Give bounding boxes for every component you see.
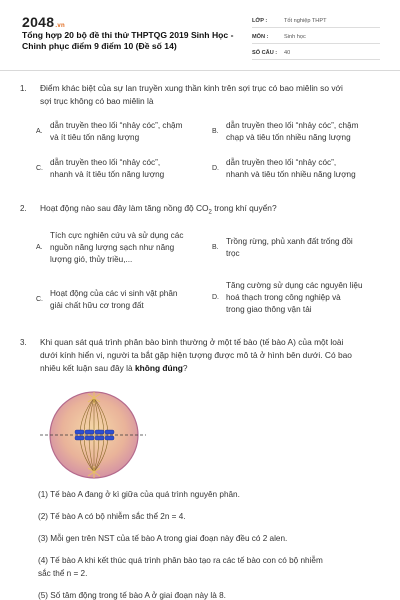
question-line [40, 362, 385, 375]
question-text-part: trong khí quyển? [211, 203, 277, 213]
question-number: 1. [20, 84, 27, 93]
option-line: dẫn truyền theo lối “nhảy cóc”, chậm [226, 121, 359, 130]
option-line: giải chất hữu cơ trong đất [50, 301, 144, 310]
logo-text: 2048 [22, 14, 55, 30]
question-line: Điểm khác biệt của sự lan truyền xung thần kinh trên sợi trục có bao miêlin so với [40, 83, 343, 93]
option-line: chạp và tiêu tốn nhiều năng lượng [226, 133, 351, 142]
option-line: hoá thạch trong công nghiệp và [226, 293, 341, 302]
option-line: Tích cực nghiên cứu và sử dụng các [50, 231, 184, 240]
option-label: C. [36, 296, 43, 303]
option-line: dẫn truyền theo lối “nhảy cóc”, [50, 158, 161, 167]
statement-4: (4) Tế bào A khi kết thúc quá trình phân bào tạo ra các tế bào con có bộ nhiễm [38, 556, 323, 565]
option-line: nguồn năng lượng sạch như năng [50, 243, 175, 252]
subscript: 2 [208, 209, 212, 216]
question-3 [20, 336, 390, 380]
meta-row-grade [252, 14, 380, 28]
statement-3: (3) Mỗi gen trên NST của tế bào A trong giai đoạn này đều có 2 alen. [38, 534, 288, 543]
document-meta [252, 14, 380, 62]
emphasis-text: không đúng [134, 363, 183, 373]
question-text [40, 202, 385, 220]
document-title: Tổng hợp 20 bộ đề thi thử THPTQG 2019 Sinh Học - Chinh phục điểm 9 điểm 10 (Đề số 14) [22, 30, 234, 51]
meta-value: Tốt nghiệp THPT [284, 17, 327, 24]
meta-key: LỚP : [252, 17, 268, 24]
option-line: dẫn truyền theo lối “nhảy cóc”, chậm [50, 121, 183, 130]
option-line: Trồng rừng, phủ xanh đất trống đồi [226, 237, 353, 246]
question-text [40, 82, 385, 108]
meta-row-subject [252, 30, 380, 44]
option-label: A. [36, 244, 43, 251]
question-text [40, 336, 385, 375]
option-label: D. [212, 294, 219, 301]
meta-value: Sinh học [284, 33, 306, 40]
cell-division-figure [38, 388, 148, 482]
statement-1: (1) Tế bào A đang ở kì giữa của quá trình nguyên phân. [38, 490, 240, 499]
option-label: D. [212, 165, 219, 172]
option-label: B. [212, 244, 219, 251]
option-line: nhanh và ít tiêu tốn năng lượng [50, 170, 165, 179]
meta-key: MÔN : [252, 33, 269, 40]
option-line: trọc [226, 249, 240, 258]
question-text-part: nhiêu kết luận sau đây là [40, 363, 135, 373]
statement-5: (5) Số tâm động trong tế bào A ở giai đoạn này là 8. [38, 591, 226, 600]
option-label: C. [36, 165, 43, 172]
question-number: 2. [20, 204, 27, 213]
question-text-part: Hoạt động nào sau đây làm tăng nồng độ CO [40, 203, 209, 213]
header-divider [0, 70, 400, 71]
question-number: 3. [20, 338, 27, 347]
document-header [0, 0, 400, 68]
option-line: và ít tiêu tốn năng lượng [50, 133, 140, 142]
site-logo[interactable] [22, 14, 65, 30]
statement-2: (2) Tế bào A có bộ nhiễm sắc thể 2n = 4. [38, 512, 186, 521]
question-2 [20, 202, 390, 218]
question-line: sợi trục không có bao miêlin là [40, 96, 154, 106]
option-line: Hoạt động của các vi sinh vật phân [50, 289, 178, 298]
question-line: dưới kính hiển vi, người ta bắt gặp hiện tượng được mô tả ở hình bên dưới. Có bao [40, 350, 352, 360]
statement-4-cont: sắc thể n = 2. [38, 569, 88, 578]
option-line: nhanh và tiêu tốn nhiều năng lượng [226, 170, 356, 179]
logo-suffix: .vn [55, 23, 65, 29]
option-label: B. [212, 128, 219, 135]
meta-key: SỐ CÂU : [252, 49, 278, 56]
option-line: trong giao thông vận tải [226, 305, 312, 314]
meta-value: 40 [284, 49, 291, 56]
question-text-part: ? [182, 363, 188, 373]
option-line: Tăng cường sử dụng các nguyên liệu [226, 281, 363, 290]
meta-row-count [252, 46, 380, 60]
option-line: dẫn truyền theo lối “nhảy cóc”, [226, 158, 337, 167]
option-line: lượng gió, thủy triều,... [50, 255, 133, 264]
question-line: Khi quan sát quá trình phân bào bình thường ở một tế bào (tế bào A) của một loài [40, 337, 344, 347]
option-label: A. [36, 128, 43, 135]
